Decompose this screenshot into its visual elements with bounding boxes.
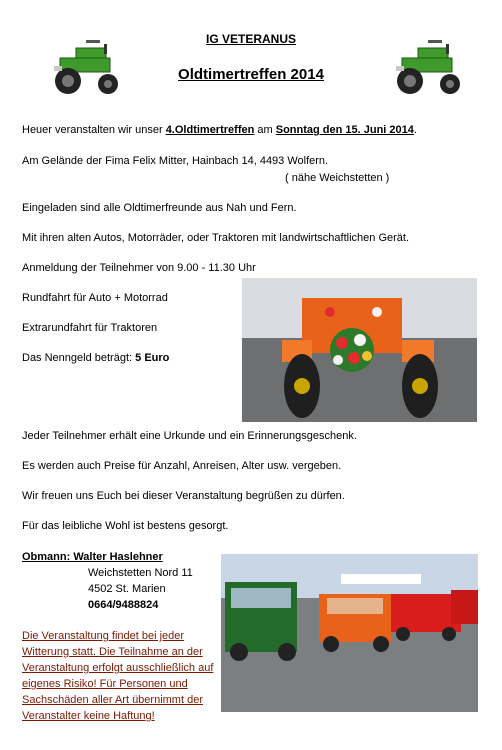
disclaimer-text: Die Veranstaltung findet bei jeder Witterung statt. Die Teilnahme an der Veranstaltung erfolgt ausschließlich auf eigenes Risiko! Für Personen und Sachschäden aller Art übernimmt der Veranstalter keine Haftung!	[22, 630, 214, 722]
contact-street: Weichstetten Nord 11	[88, 567, 193, 579]
location-note: ( nähe Weichstetten )	[285, 172, 390, 184]
intro-am: am	[254, 124, 276, 136]
tour-line: Rundfahrt für Auto + Motorrad	[22, 292, 168, 304]
registration-line: Anmeldung der Teilnehmer von 9.00 - 11.30 Uhr	[22, 262, 256, 274]
intro-line	[22, 124, 417, 136]
intro-text: Heuer veranstalten wir unser	[22, 124, 166, 136]
contact-city: 4502 St. Marien	[88, 583, 166, 595]
fee-label: Das Nenngeld beträgt:	[22, 352, 136, 364]
tractor-tour-line: Extrarundfahrt für Traktoren	[22, 322, 158, 334]
welcome-line: Wir freuen uns Euch bei dieser Veranstaltung begrüßen zu dürfen.	[22, 490, 345, 502]
organization-name: IG VETERANUS	[205, 32, 296, 46]
certificate-line: Jeder Teilnehmer erhält eine Urkunde und ein Erinnerungsgeschenk.	[22, 430, 357, 442]
prizes-line: Es werden auch Preise für Anzahl, Anreisen, Alter usw. vergeben.	[22, 460, 342, 472]
fee-line	[22, 352, 169, 364]
event-date: Sonntag den 15. Juni 2014	[275, 124, 414, 136]
intro-period: .	[413, 124, 417, 136]
tractor-clipart-left	[46, 36, 128, 98]
fee-amount: 5 Euro	[135, 352, 170, 364]
contact-label: Obmann: Walter Haslehner	[22, 551, 163, 563]
tractor-photo	[242, 278, 477, 422]
tractor-clipart-right	[388, 36, 470, 98]
cars-photo	[221, 554, 478, 712]
event-name: 4.Oldtimertreffen	[165, 124, 255, 136]
contact-phone: 0664/9488824	[88, 599, 159, 611]
location-line: Am Gelände der Fima Felix Mitter, Hainbach 14, 4493 Wolfern.	[22, 155, 329, 167]
page-title: Oldtimertreffen 2014	[178, 66, 324, 83]
invitation-line: Eingeladen sind alle Oldtimerfreunde aus Nah und Fern.	[22, 202, 297, 214]
vehicles-line: Mit ihren alten Autos, Motorräder, oder Traktoren mit landwirtschaftlichen Gerät.	[22, 232, 410, 244]
catering-line: Für das leibliche Wohl ist bestens gesorgt.	[22, 520, 229, 532]
